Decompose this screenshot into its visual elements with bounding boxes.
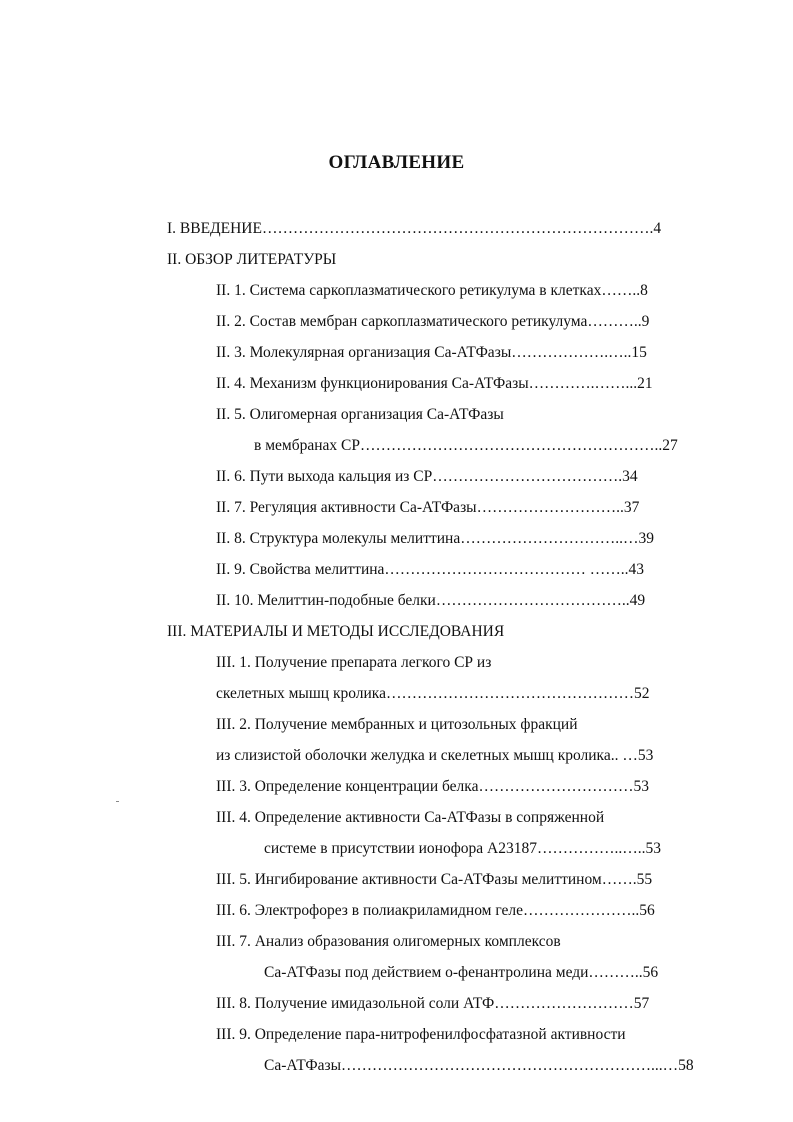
toc-entry-2-5-cont: в мембранах СР…………………………………………………..27 xyxy=(254,437,678,454)
toc-entry-3-9: III. 9. Определение пара-нитрофенилфосфатазной активности xyxy=(216,1026,626,1043)
scan-speck xyxy=(116,801,119,802)
toc-entry-3-1-cont: скелетных мышц кролика…………………………………………52 xyxy=(216,685,650,702)
toc-entry-2-9: II. 9. Свойства мелиттина………………………………… ……..43 xyxy=(216,561,645,578)
toc-entry-2-6: II. 6. Пути выхода кальция из СР……………………………….34 xyxy=(216,468,638,485)
toc-entry-3-4: III. 4. Определение активности Са-АТФазы в сопряженной xyxy=(216,809,605,826)
toc-entry-2-2: II. 2. Состав мембран саркоплазматического ретикулума………..9 xyxy=(216,313,650,330)
toc-entry-3-8: III. 8. Получение имидазольной соли АТФ………………………57 xyxy=(216,995,650,1012)
toc-entry-3-1: III. 1. Получение препарата легкого СР из xyxy=(216,654,492,671)
toc-entry-3-2: III. 2. Получение мембранных и цитозольных фракций xyxy=(216,716,578,733)
toc-entry-2-10: II. 10. Мелиттин-подобные белки………………………………..49 xyxy=(216,592,646,609)
toc-entry-2-7: II. 7. Регуляция активности Са-АТФазы………………………..37 xyxy=(216,499,640,516)
toc-entry-3-7-cont: Са-АТФазы под действием о-фенантролина меди………..56 xyxy=(264,964,659,981)
toc-entry-3-6: III. 6. Электрофорез в полиакриламидном геле…………………..56 xyxy=(216,902,655,919)
toc-section-literature-review: II. ОБЗОР ЛИТЕРАТУРЫ xyxy=(167,251,337,268)
page-title: ОГЛАВЛЕНИЕ xyxy=(328,152,465,173)
toc-section-materials-methods: III. МАТЕРИАЛЫ И МЕТОДЫ ИССЛЕДОВАНИЯ xyxy=(167,623,505,640)
toc-entry-2-3: II. 3. Молекулярная организация Са-АТФазы……………….…..15 xyxy=(216,344,647,361)
toc-entry-2-5: II. 5. Олигомерная организация Са-АТФазы xyxy=(216,406,504,423)
toc-entry-2-8: II. 8. Структура молекулы мелиттина…………………………..…39 xyxy=(216,530,654,547)
toc-entry-3-7: III. 7. Анализ образования олигомерных комплексов xyxy=(216,933,561,950)
toc-entry-2-1: II. 1. Система саркоплазматического ретикулума в клетках……..8 xyxy=(216,282,648,299)
toc-entry-introduction: I. ВВЕДЕНИЕ………………………………………………………………….4 xyxy=(167,220,662,237)
toc-entry-3-2-cont: из слизистой оболочки желудка и скелетных мышц кролика.. …53 xyxy=(216,747,654,764)
toc-entry-3-4-cont: системе в присутствии ионофора А23187……………..…..53 xyxy=(264,840,661,857)
toc-entry-2-4: II. 4. Механизм функционирования Са-АТФазы………….……...21 xyxy=(216,375,653,392)
toc-entry-3-9-cont: Са-АТФазы……………………………………………………...…58 xyxy=(264,1057,694,1074)
toc-entry-3-3: III. 3. Определение концентрации белка…………………………53 xyxy=(216,778,649,795)
toc-entry-3-5: III. 5. Ингибирование активности Са-АТФазы мелиттином…….55 xyxy=(216,871,653,888)
